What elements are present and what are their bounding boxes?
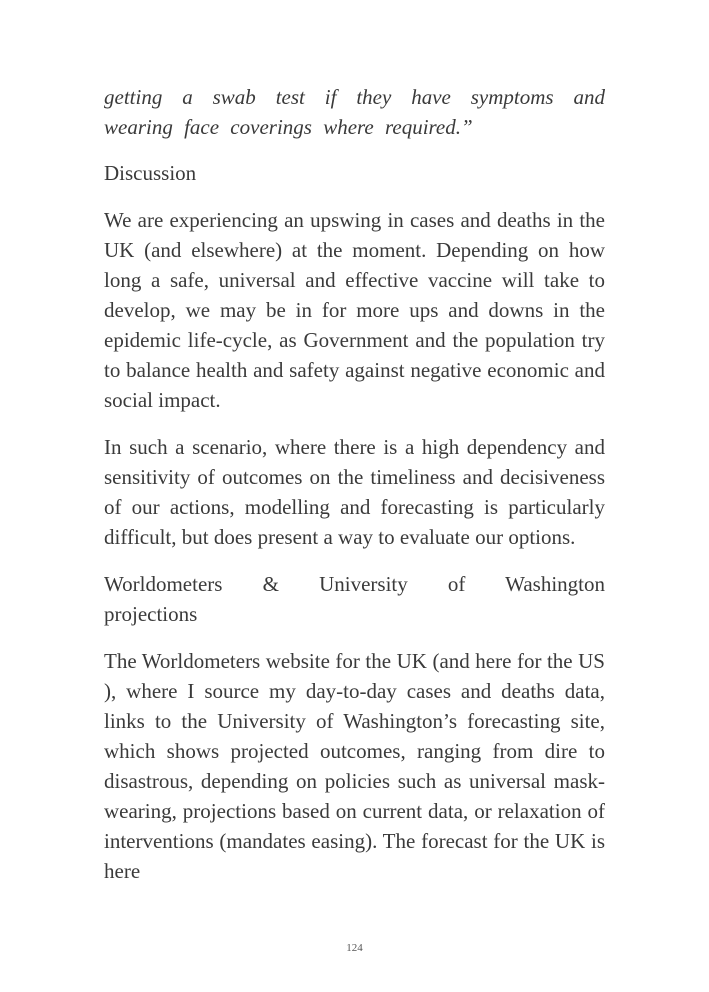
quote-line-2: wearing face coverings where required.” bbox=[104, 115, 473, 139]
section-heading-projections bbox=[104, 569, 605, 629]
section-heading-line-1: Worldometers & University of Washington bbox=[104, 572, 605, 596]
paragraph-upswing: We are experiencing an upswing in cases and deaths in the UK (and elsewhere) at the moment. Depending on how long a safe, universal and effective vaccine will take to develop, we may be in for more ups and downs in the epidemic life-cycle, as Government and the population try to balance health and safety against negative economic and social impact. bbox=[104, 208, 605, 412]
paragraph-worldometers: The Worldometers website for the UK (and here for the US ), where I source my day-to-day cases and deaths data, links to the University of Washington’s forecasting site, which shows projected outcomes, ranging from dire to disastrous, depending on policies such as universal mask-wearing, projections based on current data, or relaxation of interventions (mandates easing). The forecast for the UK is here bbox=[104, 649, 605, 883]
quote-line-1: getting a swab test if they have symptoms and bbox=[104, 85, 605, 109]
page-number: 124 bbox=[346, 942, 363, 954]
discussion-heading: Discussion bbox=[104, 161, 197, 185]
document-page bbox=[104, 82, 605, 903]
section-heading-line-2: projections bbox=[104, 602, 198, 626]
quote-continuation bbox=[104, 82, 605, 142]
paragraph-scenario: In such a scenario, where there is a high dependency and sensitivity of outcomes on the timeliness and decisiveness of our actions, modelling and forecasting is particularly difficult, but does present a way to evaluate our options. bbox=[104, 435, 605, 549]
